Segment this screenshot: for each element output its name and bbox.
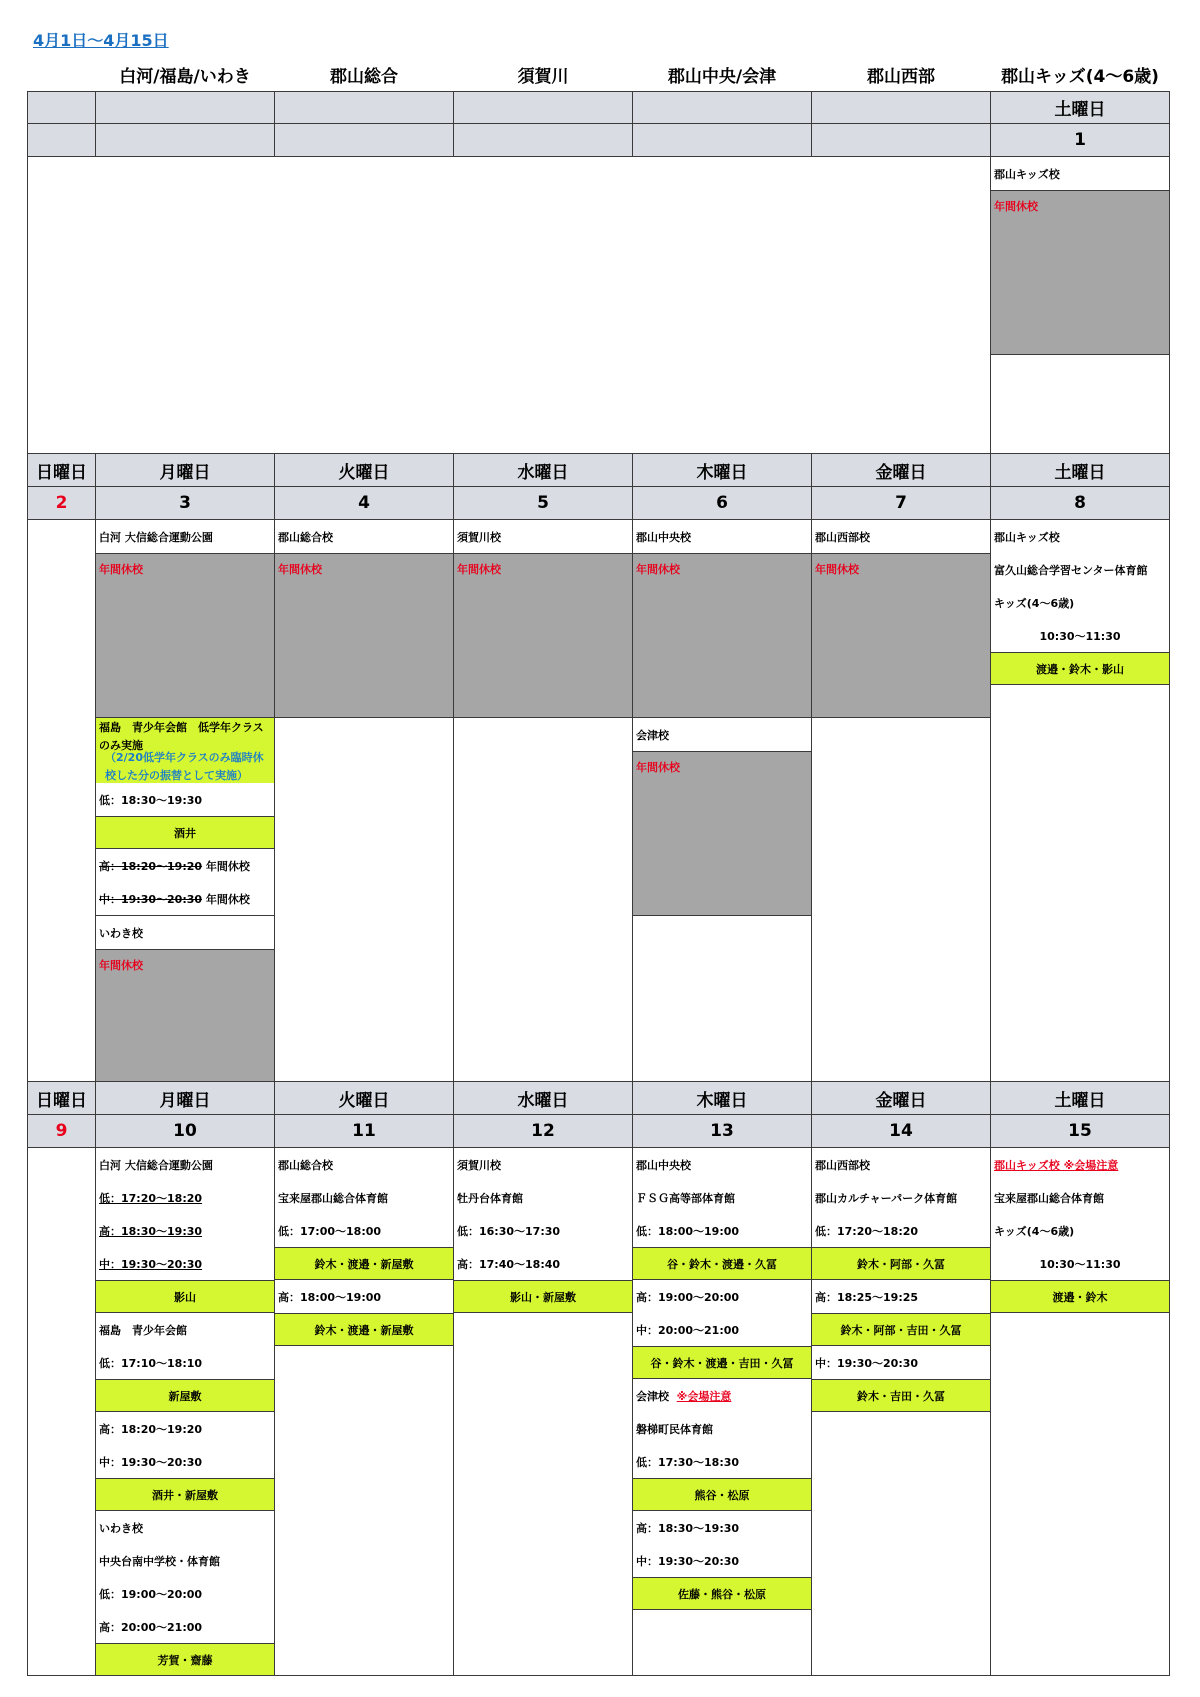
col-heading-sukagawa: 須賀川 <box>517 67 569 87</box>
staff-label: 佐藤・熊谷・松原 <box>632 1577 812 1610</box>
class-name: キッズ(4～6歳) <box>994 596 1075 610</box>
col-heading-kids: 郡山キッズ(4～6歳) <box>1001 67 1159 87</box>
school-name: 郡山キッズ校 ※会場注意 <box>994 1158 1119 1172</box>
date-cell: 6 <box>632 486 812 520</box>
staff-label: 芳賀・齋藤 <box>95 1643 275 1676</box>
venue-name: 牡丹台体育館 <box>457 1191 523 1205</box>
time-low: 低：17:00～18:00 <box>278 1224 382 1238</box>
date-cell-sunday: 9 <box>27 1114 96 1148</box>
school-name: 須賀川校 <box>457 530 501 544</box>
staff-label: 鈴木・吉田・久冨 <box>811 1379 991 1412</box>
date-cell: 3 <box>95 486 275 520</box>
thursday-cell <box>632 519 812 1082</box>
staff-label: 熊谷・松原 <box>632 1478 812 1511</box>
date-cell <box>95 123 275 157</box>
friday-cell <box>811 519 991 1082</box>
date-cell <box>811 123 991 157</box>
venue-name: 宝来屋郡山総合体育館 <box>278 1191 388 1205</box>
closed-label: 年間休校 <box>99 563 143 576</box>
date-cell: 5 <box>453 486 633 520</box>
staff-label: 谷・鈴木・渡邉・久冨 <box>632 1247 812 1280</box>
time-mid: 中：19:30～20:30 <box>99 892 203 906</box>
time-high: 高：20:00～21:00 <box>99 1620 203 1634</box>
header-cell <box>27 91 96 124</box>
date-cell: 11 <box>274 1114 454 1148</box>
day-name-thursday: 木曜日 <box>632 453 812 487</box>
closed-block <box>811 553 991 718</box>
time-low: 低：18:30～19:30 <box>99 793 203 807</box>
staff-label: 影山 <box>95 1280 275 1313</box>
school-name: 郡山西部校 <box>815 530 870 544</box>
sunday-cell <box>27 1147 96 1676</box>
staff-label: 鈴木・阿部・吉田・久冨 <box>811 1313 991 1346</box>
time-high: 高：18:20～19:20 <box>99 859 203 873</box>
thursday-cell <box>632 1147 812 1676</box>
date-cell: 13 <box>632 1114 812 1148</box>
col-heading-shirakawa: 白河/福島/いわき <box>119 67 251 87</box>
date-cell <box>453 123 633 157</box>
school-name: 郡山総合校 <box>278 530 333 544</box>
date-cell: 4 <box>274 486 454 520</box>
staff-label: 鈴木・渡邉・新屋敷 <box>274 1247 454 1280</box>
time-low: 低：17:20～18:20 <box>99 1191 203 1205</box>
staff-label: 酒井 <box>95 816 275 849</box>
wednesday-cell <box>453 1147 633 1676</box>
school-name: 会津校 <box>636 728 669 742</box>
school-name-row <box>633 1379 811 1412</box>
school-name: 郡山西部校 <box>815 1158 870 1172</box>
time-low: 低：18:00～19:00 <box>636 1224 740 1238</box>
closed-label: 年間休校 <box>815 563 859 576</box>
venue-name: 宝来屋郡山総合体育館 <box>994 1191 1104 1205</box>
closed-block <box>274 553 454 718</box>
day-name-thursday: 木曜日 <box>632 1081 812 1115</box>
day-name-saturday: 土曜日 <box>990 1081 1170 1115</box>
class-name: キッズ(4～6歳) <box>994 1224 1075 1238</box>
closed-label: 年間休校 <box>99 959 143 972</box>
date-cell-sunday: 2 <box>27 486 96 520</box>
class-time: 10:30～11:30 <box>1039 1257 1121 1271</box>
time-high-row <box>96 849 274 882</box>
wednesday-cell <box>453 519 633 1082</box>
school-name: 郡山キッズ校 <box>994 530 1060 544</box>
school-name: 会津校 <box>636 1389 669 1403</box>
day-name-sunday: 日曜日 <box>27 453 96 487</box>
date-cell <box>274 123 454 157</box>
closed-suffix: 年間休校 <box>205 892 250 906</box>
staff-label: 鈴木・阿部・久冨 <box>811 1247 991 1280</box>
date-cell <box>632 123 812 157</box>
day-name-monday: 月曜日 <box>95 1081 275 1115</box>
closed-label: 年間休校 <box>636 563 680 576</box>
venue-name: 中央台南中学校・体育館 <box>99 1554 220 1568</box>
venue-name: ＦＳＧ高等部体育館 <box>636 1191 735 1205</box>
day-name-friday: 金曜日 <box>811 453 991 487</box>
date-cell: 15 <box>990 1114 1170 1148</box>
monday-cell <box>95 1147 275 1676</box>
saturday-cell <box>990 519 1170 1082</box>
school-name: 須賀川校 <box>457 1158 501 1172</box>
time-mid-row <box>96 882 274 915</box>
closed-block <box>95 553 275 718</box>
date-cell: 14 <box>811 1114 991 1148</box>
time-low: 低：17:10～18:10 <box>99 1356 203 1370</box>
time-high: 高：18:00～19:00 <box>278 1290 382 1304</box>
closed-label: 年間休校 <box>278 563 322 576</box>
venue-notice: ※会場注意 <box>676 1389 732 1403</box>
school-name: 白河 大信総合運動公園 <box>99 530 213 544</box>
week1-saturday-cell <box>990 156 1170 454</box>
time-low: 低：19:00～20:00 <box>99 1587 203 1601</box>
staff-label: 新屋敷 <box>95 1379 275 1412</box>
closed-label: 年間休校 <box>636 761 680 774</box>
staff-label: 酒井・新屋敷 <box>95 1478 275 1511</box>
time-mid: 中：19:30～20:30 <box>636 1554 740 1568</box>
time-high: 高：19:00～20:00 <box>636 1290 740 1304</box>
sunday-cell <box>27 519 96 1082</box>
closed-block <box>95 949 275 1082</box>
closed-block <box>453 553 633 718</box>
time-low: 低：17:20～18:20 <box>815 1224 919 1238</box>
school-name: 白河 大信総合運動公園 <box>99 1158 213 1172</box>
day-name-tuesday: 火曜日 <box>274 453 454 487</box>
staff-label: 渡邉・鈴木 <box>990 1280 1170 1313</box>
staff-label: 谷・鈴木・渡邉・吉田・久冨 <box>632 1346 812 1379</box>
tuesday-cell <box>274 519 454 1082</box>
venue-name: 郡山カルチャーパーク体育館 <box>815 1191 958 1205</box>
closed-label: 年間休校 <box>457 563 501 576</box>
school-name: 郡山中央校 <box>636 530 691 544</box>
class-time: 10:30～11:30 <box>1039 629 1121 643</box>
date-cell: 12 <box>453 1114 633 1148</box>
closed-suffix: 年間休校 <box>205 859 250 873</box>
venue-name: 磐梯町民体育館 <box>636 1422 713 1436</box>
week1-empty-area <box>27 156 991 454</box>
col-heading-koriyama-sogo: 郡山総合 <box>330 67 398 87</box>
date-cell: 8 <box>990 486 1170 520</box>
saturday-cell <box>990 1147 1170 1676</box>
time-high: 高：18:20～19:20 <box>99 1422 203 1436</box>
day-name-monday: 月曜日 <box>95 453 275 487</box>
time-low: 低：16:30～17:30 <box>457 1224 561 1238</box>
staff-label: 渡邉・鈴木・影山 <box>990 652 1170 685</box>
header-cell <box>274 91 454 124</box>
school-name: 郡山中央校 <box>636 1158 691 1172</box>
fukushima-note: （2/20低学年クラスのみ臨時休校した分の振替として実施） <box>105 751 264 782</box>
closed-label: 年間休校 <box>994 200 1038 213</box>
staff-label: 影山・新屋敷 <box>453 1280 633 1313</box>
monday-cell <box>95 519 275 1082</box>
time-mid: 中：19:30～20:30 <box>99 1455 203 1469</box>
time-high: 高：18:30～19:30 <box>99 1224 203 1238</box>
date-range-title: 4月1日～4月15日 <box>33 31 169 50</box>
header-cell <box>453 91 633 124</box>
day-name-wednesday: 水曜日 <box>453 453 633 487</box>
time-mid: 中：19:30～20:30 <box>99 1257 203 1271</box>
closed-block <box>632 553 812 718</box>
venue-name: 富久山総合学習センター体育館 <box>994 563 1148 577</box>
time-high: 高：18:25～19:25 <box>815 1290 919 1304</box>
day-name-tuesday: 火曜日 <box>274 1081 454 1115</box>
friday-cell <box>811 1147 991 1676</box>
closed-block <box>990 190 1170 355</box>
day-name-wednesday: 水曜日 <box>453 1081 633 1115</box>
time-low: 低：17:30～18:30 <box>636 1455 740 1469</box>
tuesday-cell <box>274 1147 454 1676</box>
day-name-saturday: 土曜日 <box>990 453 1170 487</box>
school-name: いわき校 <box>99 1521 143 1535</box>
closed-block <box>632 751 812 916</box>
header-cell <box>95 91 275 124</box>
time-mid: 中：19:30～20:30 <box>815 1356 919 1370</box>
school-name: 郡山キッズ校 <box>994 167 1060 181</box>
date-cell-1: 1 <box>990 123 1170 157</box>
date-cell: 10 <box>95 1114 275 1148</box>
header-cell <box>632 91 812 124</box>
fukushima-notice: 福島 青少年会館 低学年クラスのみ実施 <box>99 721 264 752</box>
date-cell <box>27 123 96 157</box>
col-heading-koriyama-chuo: 郡山中央/会津 <box>667 67 777 87</box>
school-name: 郡山総合校 <box>278 1158 333 1172</box>
col-heading-koriyama-seibu: 郡山西部 <box>867 67 935 87</box>
header-cell <box>811 91 991 124</box>
school-name: いわき校 <box>99 926 143 940</box>
day-name-friday: 金曜日 <box>811 1081 991 1115</box>
time-high: 高：18:30～19:30 <box>636 1521 740 1535</box>
staff-label: 鈴木・渡邉・新屋敷 <box>274 1313 454 1346</box>
school-name: 福島 青少年会館 <box>99 1323 187 1337</box>
day-name-saturday: 土曜日 <box>990 91 1170 124</box>
time-mid: 中：20:00～21:00 <box>636 1323 740 1337</box>
day-name-sunday: 日曜日 <box>27 1081 96 1115</box>
notice-block <box>96 718 274 783</box>
time-high: 高：17:40～18:40 <box>457 1257 561 1271</box>
date-cell: 7 <box>811 486 991 520</box>
